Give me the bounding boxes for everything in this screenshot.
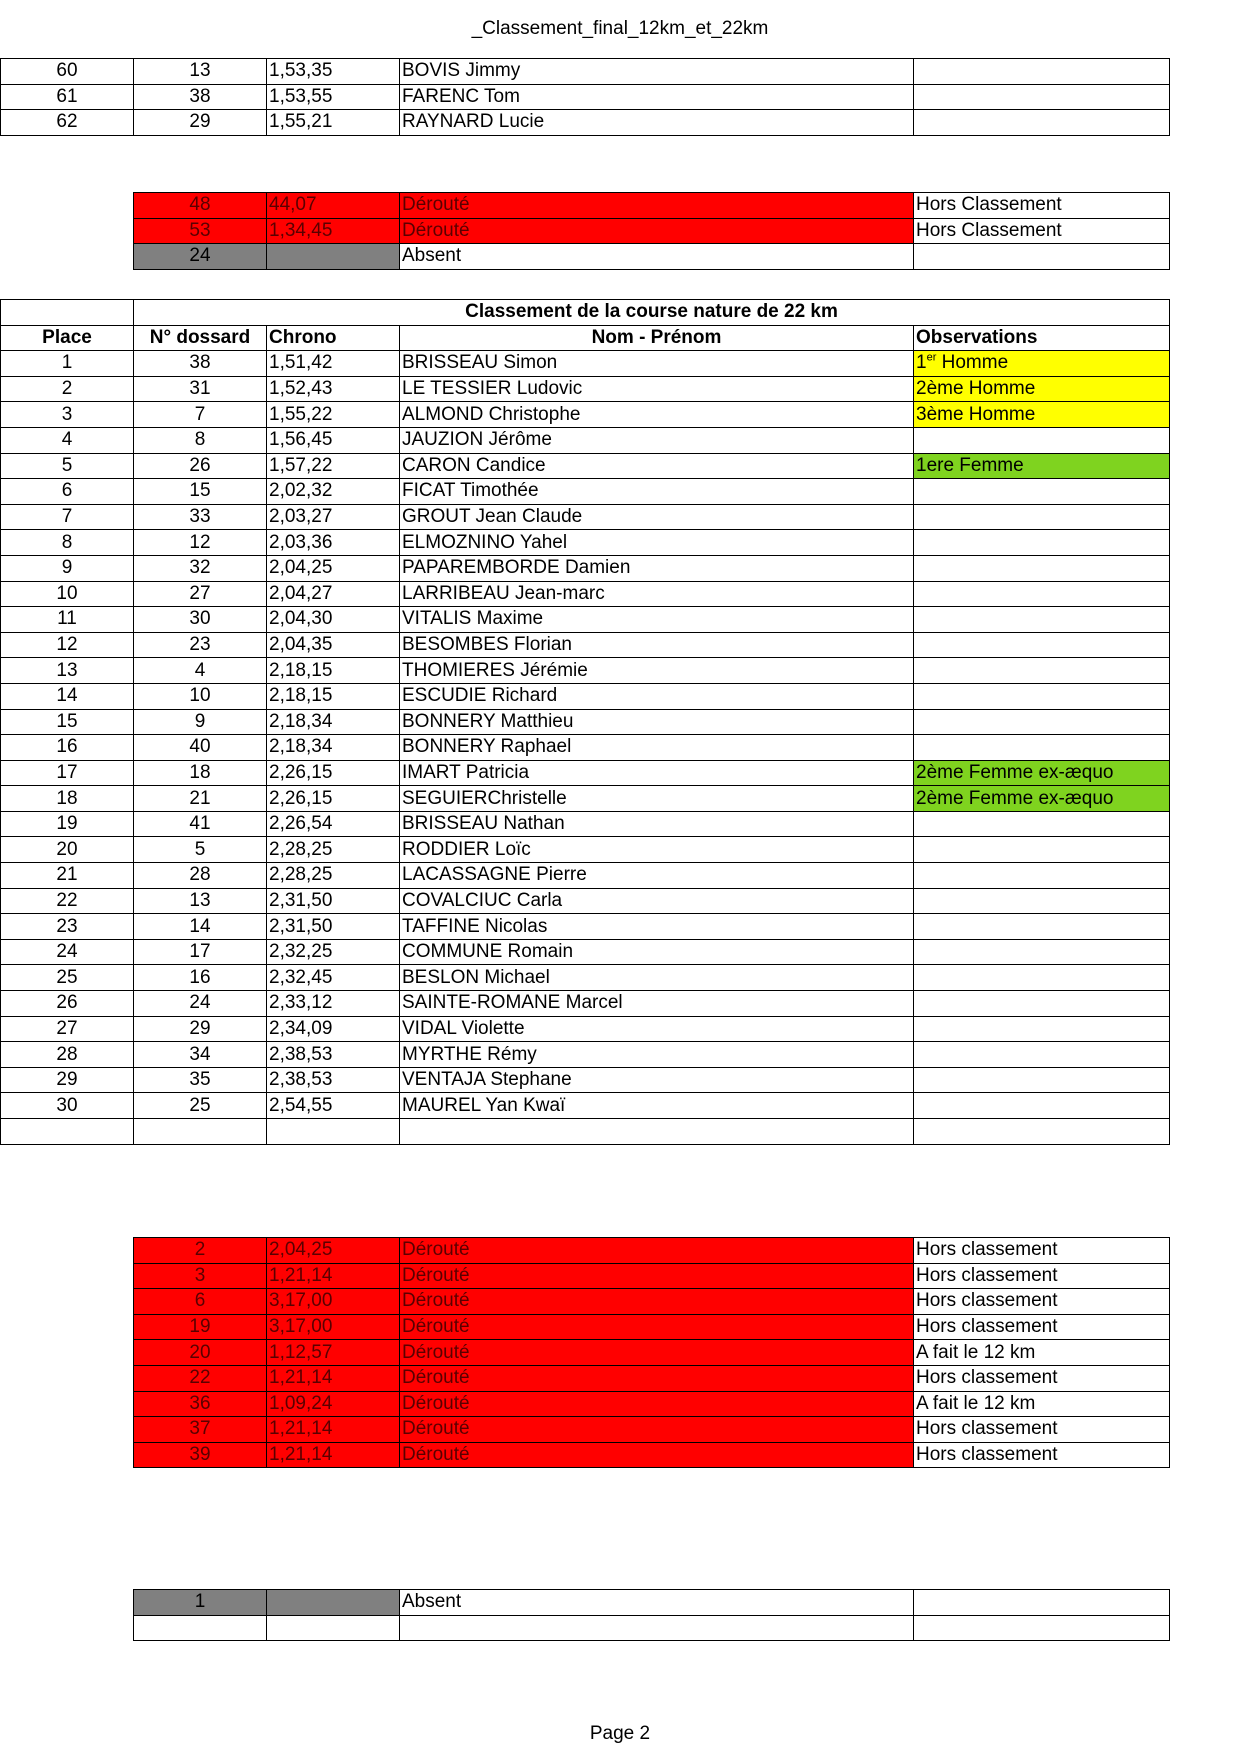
place-cell: 27	[1, 1016, 134, 1042]
name-cell: RODDIER Loïc	[400, 837, 914, 863]
dossard-cell: 28	[134, 863, 267, 889]
name-cell: CARON Candice	[400, 453, 914, 479]
name-cell: RAYNARD Lucie	[400, 110, 914, 136]
status-cell: Dérouté	[400, 1314, 914, 1340]
table-row	[134, 1417, 1170, 1443]
chrono-cell: 2,38,53	[267, 1042, 400, 1068]
observation-cell: A fait le 12 km	[914, 1391, 1170, 1417]
name-cell: BRISSEAU Nathan	[400, 811, 914, 837]
place-cell: 16	[1, 735, 134, 761]
table-row	[1, 607, 1170, 633]
dossard-cell: 38	[134, 84, 267, 110]
place-cell: 29	[1, 1067, 134, 1093]
dossard-cell: 21	[134, 786, 267, 812]
name-cell: JAUZION Jérôme	[400, 427, 914, 453]
table-12km-excluded	[133, 192, 1170, 270]
dossard-cell: 53	[134, 218, 267, 244]
observation-cell: 2ème Homme	[914, 376, 1170, 402]
dossard-cell: 10	[134, 683, 267, 709]
chrono-cell: 2,28,25	[267, 837, 400, 863]
table-row	[1, 735, 1170, 761]
observation-cell	[914, 1016, 1170, 1042]
place-cell: 13	[1, 658, 134, 684]
status-cell: Absent	[400, 1590, 914, 1616]
table-22km-excluded	[133, 1237, 1170, 1468]
name-cell: FARENC Tom	[400, 84, 914, 110]
place-cell: 20	[1, 837, 134, 863]
observation-cell	[914, 84, 1170, 110]
table-row	[1, 760, 1170, 786]
place-cell: 30	[1, 1093, 134, 1119]
place-cell: 25	[1, 965, 134, 991]
page-footer: Page 2	[589, 1723, 651, 1744]
observation-cell	[914, 683, 1170, 709]
place-cell: 15	[1, 709, 134, 735]
table-row	[1, 786, 1170, 812]
status-cell: Dérouté	[400, 1417, 914, 1443]
name-cell: MAUREL Yan Kwaï	[400, 1093, 914, 1119]
table-22km-absent	[133, 1589, 1170, 1641]
observation-cell	[914, 555, 1170, 581]
observation-cell	[914, 581, 1170, 607]
observation-cell	[914, 1615, 1170, 1641]
observation-cell	[914, 1042, 1170, 1068]
observation-cell	[914, 811, 1170, 837]
chrono-cell: 2,26,15	[267, 760, 400, 786]
dossard-cell: 3	[134, 1263, 267, 1289]
observation-cell: 3ème Homme	[914, 402, 1170, 428]
status-cell: Dérouté	[400, 1442, 914, 1468]
dossard-cell	[134, 1615, 267, 1641]
dossard-cell: 41	[134, 811, 267, 837]
place-cell: 62	[1, 110, 134, 136]
chrono-cell: 2,33,12	[267, 991, 400, 1017]
dossard-cell: 35	[134, 1067, 267, 1093]
chrono-cell: 2,18,34	[267, 709, 400, 735]
dossard-cell: 5	[134, 837, 267, 863]
observation-cell	[914, 914, 1170, 940]
dossard-cell: 36	[134, 1391, 267, 1417]
chrono-cell: 1,34,45	[267, 218, 400, 244]
chrono-cell: 2,04,27	[267, 581, 400, 607]
title-spacer-cell	[1, 300, 134, 326]
table-row	[1, 1093, 1170, 1119]
dossard-cell: 33	[134, 504, 267, 530]
observation-cell	[914, 939, 1170, 965]
chrono-cell: 2,31,50	[267, 914, 400, 940]
chrono-cell: 1,56,45	[267, 427, 400, 453]
observation-cell: 2ème Femme ex-æquo	[914, 786, 1170, 812]
dossard-cell: 38	[134, 351, 267, 377]
dossard-cell: 25	[134, 1093, 267, 1119]
chrono-cell: 2,02,32	[267, 479, 400, 505]
table-row	[134, 1391, 1170, 1417]
header-row	[1, 325, 1170, 351]
name-cell: LARRIBEAU Jean-marc	[400, 581, 914, 607]
name-cell: TAFFINE Nicolas	[400, 914, 914, 940]
place-cell: 28	[1, 1042, 134, 1068]
dossard-cell: 34	[134, 1042, 267, 1068]
observation-rank: 1	[916, 352, 927, 374]
chrono-cell	[267, 1590, 400, 1616]
dossard-cell: 8	[134, 427, 267, 453]
chrono-cell: 2,18,15	[267, 683, 400, 709]
place-cell: 8	[1, 530, 134, 556]
dossard-cell: 26	[134, 453, 267, 479]
dossard-cell: 2	[134, 1238, 267, 1264]
name-cell: IMART Patricia	[400, 760, 914, 786]
observation-cell	[914, 59, 1170, 85]
dossard-cell: 27	[134, 581, 267, 607]
chrono-cell: 2,04,30	[267, 607, 400, 633]
table-row	[134, 218, 1170, 244]
table-row	[1, 402, 1170, 428]
place-cell: 22	[1, 888, 134, 914]
observation-cell	[914, 632, 1170, 658]
dossard-cell: 30	[134, 607, 267, 633]
status-cell: Dérouté	[400, 1340, 914, 1366]
place-cell: 17	[1, 760, 134, 786]
chrono-cell: 2,28,25	[267, 863, 400, 889]
table-12km-end	[0, 58, 1170, 136]
dossard-cell: 14	[134, 914, 267, 940]
place-cell	[1, 1119, 134, 1145]
table-row	[1, 709, 1170, 735]
name-cell: SAINTE-ROMANE Marcel	[400, 991, 914, 1017]
dossard-cell: 32	[134, 555, 267, 581]
chrono-cell: 2,32,45	[267, 965, 400, 991]
chrono-cell: 1,21,14	[267, 1417, 400, 1443]
place-cell: 21	[1, 863, 134, 889]
table-row	[134, 1442, 1170, 1468]
name-cell: BRISSEAU Simon	[400, 351, 914, 377]
chrono-cell: 1,55,22	[267, 402, 400, 428]
chrono-cell: 2,03,36	[267, 530, 400, 556]
observation-cell: Hors classement	[914, 1263, 1170, 1289]
chrono-cell: 3,17,00	[267, 1289, 400, 1315]
name-cell: MYRTHE Rémy	[400, 1042, 914, 1068]
status-cell: Dérouté	[400, 1365, 914, 1391]
table-row	[1, 479, 1170, 505]
table-row	[134, 1615, 1170, 1641]
table-row	[1, 1119, 1170, 1145]
table-row	[134, 1590, 1170, 1616]
dossard-cell: 24	[134, 991, 267, 1017]
dossard-cell: 12	[134, 530, 267, 556]
observation-cell: Hors classement	[914, 1442, 1170, 1468]
place-cell: 3	[1, 402, 134, 428]
observation-cell: Hors Classement	[914, 193, 1170, 219]
chrono-cell: 1,53,35	[267, 59, 400, 85]
place-cell: 9	[1, 555, 134, 581]
table-row	[134, 1365, 1170, 1391]
chrono-cell: 2,04,25	[267, 1238, 400, 1264]
place-cell: 24	[1, 939, 134, 965]
chrono-cell	[267, 1615, 400, 1641]
table-row	[134, 1238, 1170, 1264]
status-cell: Dérouté	[400, 1238, 914, 1264]
table-row	[1, 683, 1170, 709]
observation-cell	[914, 709, 1170, 735]
table-row	[1, 1042, 1170, 1068]
observation-cell	[914, 530, 1170, 556]
table-row	[1, 1067, 1170, 1093]
place-cell: 18	[1, 786, 134, 812]
table-row	[1, 530, 1170, 556]
table-row	[1, 1016, 1170, 1042]
chrono-cell: 2,32,25	[267, 939, 400, 965]
header-name: Nom - Prénom	[400, 325, 914, 351]
table-row	[134, 244, 1170, 270]
name-cell: COVALCIUC Carla	[400, 888, 914, 914]
observation-text: Homme	[936, 352, 1009, 374]
table-row	[1, 632, 1170, 658]
observation-cell	[914, 1119, 1170, 1145]
chrono-cell: 1,21,14	[267, 1442, 400, 1468]
observation-cell: 1ere Femme	[914, 453, 1170, 479]
dossard-cell: 17	[134, 939, 267, 965]
status-cell: Dérouté	[400, 1263, 914, 1289]
name-cell	[400, 1119, 914, 1145]
observation-cell	[914, 244, 1170, 270]
chrono-cell: 2,54,55	[267, 1093, 400, 1119]
dossard-cell: 16	[134, 965, 267, 991]
status-cell: Dérouté	[400, 218, 914, 244]
name-cell: BONNERY Matthieu	[400, 709, 914, 735]
observation-cell	[914, 427, 1170, 453]
chrono-cell: 2,26,54	[267, 811, 400, 837]
place-cell: 26	[1, 991, 134, 1017]
table-row	[1, 376, 1170, 402]
name-cell: THOMIERES Jérémie	[400, 658, 914, 684]
chrono-cell: 2,31,50	[267, 888, 400, 914]
place-cell: 19	[1, 811, 134, 837]
place-cell: 14	[1, 683, 134, 709]
status-cell: Absent	[400, 244, 914, 270]
dossard-cell: 13	[134, 888, 267, 914]
chrono-cell: 2,34,09	[267, 1016, 400, 1042]
name-cell: ELMOZNINO Yahel	[400, 530, 914, 556]
chrono-cell: 1,12,57	[267, 1340, 400, 1366]
observation-cell	[914, 658, 1170, 684]
place-cell: 4	[1, 427, 134, 453]
place-cell: 12	[1, 632, 134, 658]
table-row	[1, 811, 1170, 837]
name-cell: FICAT Timothée	[400, 479, 914, 505]
chrono-cell: 1,57,22	[267, 453, 400, 479]
name-cell: BONNERY Raphael	[400, 735, 914, 761]
table-row	[134, 1340, 1170, 1366]
dossard-cell: 23	[134, 632, 267, 658]
dossard-cell: 48	[134, 193, 267, 219]
table-row	[1, 863, 1170, 889]
header-observations: Observations	[914, 325, 1170, 351]
observation-cell	[914, 991, 1170, 1017]
dossard-cell: 29	[134, 110, 267, 136]
chrono-cell: 1,21,14	[267, 1365, 400, 1391]
status-cell: Dérouté	[400, 1289, 914, 1315]
observation-superscript: er	[926, 352, 937, 365]
chrono-cell: 3,17,00	[267, 1314, 400, 1340]
observation-cell: Hors classement	[914, 1238, 1170, 1264]
status-cell: Dérouté	[400, 1391, 914, 1417]
table-row	[1, 427, 1170, 453]
name-cell: VENTAJA Stephane	[400, 1067, 914, 1093]
chrono-cell: 44,07	[267, 193, 400, 219]
dossard-cell: 37	[134, 1417, 267, 1443]
place-cell: 23	[1, 914, 134, 940]
observation-cell	[914, 965, 1170, 991]
table-row	[1, 581, 1170, 607]
dossard-cell: 13	[134, 59, 267, 85]
table-row	[1, 59, 1170, 85]
observation-cell	[914, 888, 1170, 914]
name-cell: BOVIS Jimmy	[400, 59, 914, 85]
observation-cell	[914, 351, 1170, 377]
status-cell: Dérouté	[400, 193, 914, 219]
dossard-cell: 40	[134, 735, 267, 761]
observation-cell	[914, 479, 1170, 505]
place-cell: 61	[1, 84, 134, 110]
table-row	[1, 991, 1170, 1017]
table-row	[1, 453, 1170, 479]
name-cell: ESCUDIE Richard	[400, 683, 914, 709]
observation-cell	[914, 504, 1170, 530]
chrono-cell	[267, 244, 400, 270]
observation-cell: 2ème Femme ex-æquo	[914, 760, 1170, 786]
table-row	[134, 1263, 1170, 1289]
chrono-cell: 2,03,27	[267, 504, 400, 530]
dossard-cell: 18	[134, 760, 267, 786]
place-cell: 10	[1, 581, 134, 607]
table-row	[1, 914, 1170, 940]
observation-cell	[914, 110, 1170, 136]
observation-cell	[914, 607, 1170, 633]
chrono-cell	[267, 1119, 400, 1145]
table-row	[1, 504, 1170, 530]
chrono-cell: 1,09,24	[267, 1391, 400, 1417]
observation-cell: Hors classement	[914, 1417, 1170, 1443]
table-row	[1, 965, 1170, 991]
observation-cell	[914, 837, 1170, 863]
name-cell: ALMOND Christophe	[400, 402, 914, 428]
table-row	[1, 555, 1170, 581]
header-dossard: N° dossard	[134, 325, 267, 351]
name-cell: VITALIS Maxime	[400, 607, 914, 633]
observation-cell: Hors classement	[914, 1365, 1170, 1391]
place-cell: 2	[1, 376, 134, 402]
table-row	[134, 1289, 1170, 1315]
table-row	[134, 193, 1170, 219]
dossard-cell: 15	[134, 479, 267, 505]
dossard-cell: 39	[134, 1442, 267, 1468]
table-22km-ranking	[0, 299, 1170, 1145]
status-cell	[400, 1615, 914, 1641]
place-cell: 6	[1, 479, 134, 505]
table-row	[134, 1314, 1170, 1340]
place-cell: 5	[1, 453, 134, 479]
name-cell: LACASSAGNE Pierre	[400, 863, 914, 889]
dossard-cell: 4	[134, 658, 267, 684]
dossard-cell: 7	[134, 402, 267, 428]
chrono-cell: 2,18,15	[267, 658, 400, 684]
chrono-cell: 2,26,15	[267, 786, 400, 812]
place-cell: 11	[1, 607, 134, 633]
dossard-cell: 6	[134, 1289, 267, 1315]
dossard-cell: 1	[134, 1590, 267, 1616]
name-cell: COMMUNE Romain	[400, 939, 914, 965]
chrono-cell: 1,51,42	[267, 351, 400, 377]
observation-cell	[914, 863, 1170, 889]
chrono-cell: 2,04,25	[267, 555, 400, 581]
name-cell: PAPAREMBORDE Damien	[400, 555, 914, 581]
chrono-cell: 2,18,34	[267, 735, 400, 761]
table-row	[1, 939, 1170, 965]
dossard-cell: 22	[134, 1365, 267, 1391]
place-cell: 60	[1, 59, 134, 85]
observation-cell: A fait le 12 km	[914, 1340, 1170, 1366]
dossard-cell: 31	[134, 376, 267, 402]
observation-cell	[914, 1067, 1170, 1093]
observation-cell: Hors Classement	[914, 218, 1170, 244]
chrono-cell: 1,53,55	[267, 84, 400, 110]
chrono-cell: 2,04,35	[267, 632, 400, 658]
table-title: Classement de la course nature de 22 km	[134, 300, 1170, 326]
place-cell: 1	[1, 351, 134, 377]
observation-cell	[914, 1093, 1170, 1119]
observation-cell	[914, 1590, 1170, 1616]
name-cell: SEGUIERChristelle	[400, 786, 914, 812]
name-cell: GROUT Jean Claude	[400, 504, 914, 530]
dossard-cell: 29	[134, 1016, 267, 1042]
table-row	[1, 110, 1170, 136]
header-chrono: Chrono	[267, 325, 400, 351]
table-row	[1, 351, 1170, 377]
observation-cell: Hors classement	[914, 1289, 1170, 1315]
name-cell: BESLON Michael	[400, 965, 914, 991]
table-row	[1, 84, 1170, 110]
table-row	[1, 837, 1170, 863]
dossard-cell: 19	[134, 1314, 267, 1340]
dossard-cell: 9	[134, 709, 267, 735]
observation-cell: Hors classement	[914, 1314, 1170, 1340]
dossard-cell: 20	[134, 1340, 267, 1366]
name-cell: BESOMBES Florian	[400, 632, 914, 658]
chrono-cell: 2,38,53	[267, 1067, 400, 1093]
name-cell: LE TESSIER Ludovic	[400, 376, 914, 402]
chrono-cell: 1,55,21	[267, 110, 400, 136]
dossard-cell	[134, 1119, 267, 1145]
table-row	[1, 888, 1170, 914]
observation-cell	[914, 735, 1170, 761]
chrono-cell: 1,52,43	[267, 376, 400, 402]
page-title: _Classement_final_12km_et_22km	[471, 18, 769, 39]
dossard-cell: 24	[134, 244, 267, 270]
chrono-cell: 1,21,14	[267, 1263, 400, 1289]
name-cell: VIDAL Violette	[400, 1016, 914, 1042]
place-cell: 7	[1, 504, 134, 530]
title-row	[1, 300, 1170, 326]
header-place: Place	[1, 325, 134, 351]
table-row	[1, 658, 1170, 684]
